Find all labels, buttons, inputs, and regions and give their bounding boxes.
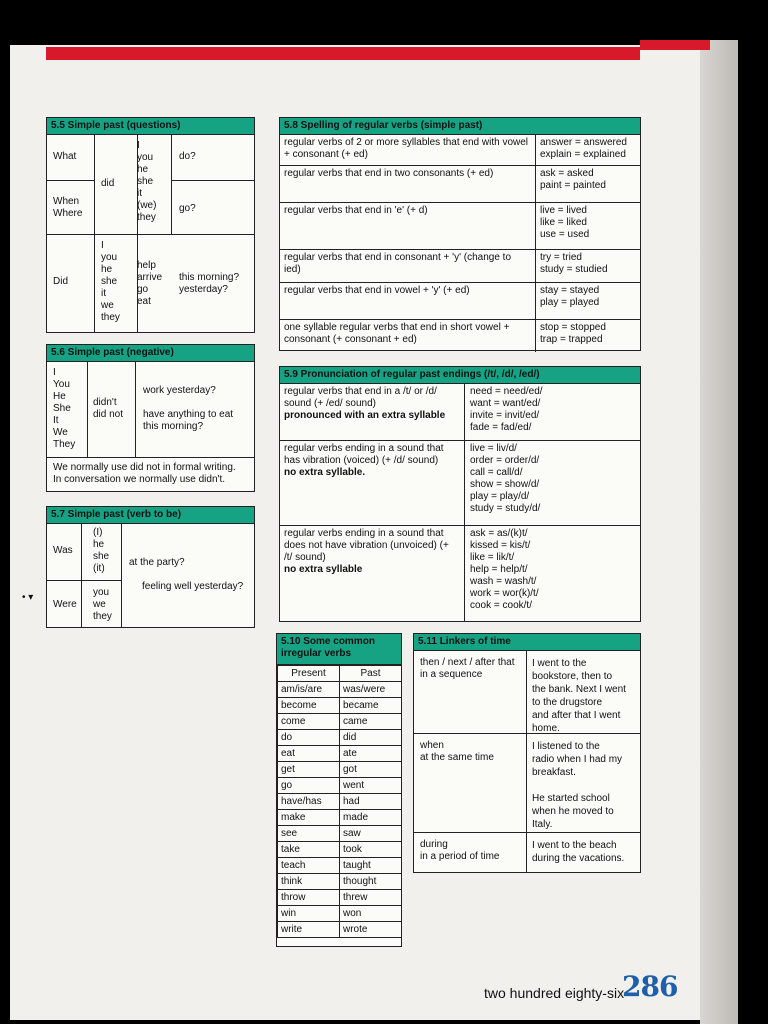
top-red-band-edge <box>640 40 710 50</box>
verb-row <box>278 714 402 730</box>
rule-example: ask = asked paint = painted <box>540 168 606 191</box>
section-title: 5.11 Linkers of time <box>414 634 640 651</box>
pronoun-list-2: I you he she it we they <box>101 240 120 323</box>
were-pronouns: you we they <box>93 587 112 622</box>
col-present-header: Present <box>278 666 340 682</box>
past-form: taught <box>340 858 402 874</box>
rule-example: answer = answered explain = explained <box>540 137 627 160</box>
section-title: 5.8 Spelling of regular verbs (simple past) <box>280 118 640 135</box>
rule-example: ask = as/(k)t/ kissed = kis/t/ like = lik/t/ help = help/t/ wash = wash/t/ work = wor(k)/t/ cook = cook/t/ <box>470 528 539 611</box>
vline <box>535 203 536 249</box>
section-title: 5.7 Simple past (verb to be) <box>47 507 254 524</box>
rule-emphasis: pronounced with an extra syllable <box>284 410 446 421</box>
linker-text: during in a period of time <box>420 839 500 862</box>
rule-emphasis: no extra syllable <box>284 564 363 575</box>
vline <box>464 441 465 525</box>
verb-row <box>278 730 402 746</box>
present-form: go <box>278 778 340 794</box>
verb-row <box>278 810 402 826</box>
past-form: threw <box>340 890 402 906</box>
past-form: thought <box>340 874 402 890</box>
vline <box>535 283 536 319</box>
spelling-rule-row <box>280 202 640 249</box>
was-label: Was <box>53 545 73 556</box>
rule-text: regular verbs that end in vowel + 'y' (+ ed) <box>284 285 470 296</box>
rule-text: regular verbs of 2 or more syllables that end with vowel + consonant (+ ed) <box>284 137 529 160</box>
pronoun-list: I you he she it (we) they <box>137 140 157 223</box>
present-form: see <box>278 826 340 842</box>
rule-emphasis: no extra syllable. <box>284 467 366 478</box>
vline <box>526 734 527 832</box>
go-question: go? <box>179 203 196 214</box>
past-form: went <box>340 778 402 794</box>
vline <box>526 651 527 733</box>
time-expressions: this morning? yesterday? <box>179 272 240 295</box>
rule-example: live = lived like = liked use = used <box>540 205 590 240</box>
rule-example: need = need/ed/ want = want/ed/ invite = invit/ed/ fade = fad/ed/ <box>470 386 543 433</box>
page-edge <box>700 40 738 1024</box>
rule-example: try = tried study = studied <box>540 252 608 275</box>
irregular-verbs-table <box>277 665 402 938</box>
verb-row <box>278 842 402 858</box>
section-title: 5.10 Some common irregular verbs <box>277 634 401 665</box>
rule-text: regular verbs that end in consonant + 'y' (change to ied) <box>284 252 512 275</box>
linker-example: I listened to the radio when I had my breakfast. He started school when he moved to Italy. <box>532 741 623 830</box>
present-form: think <box>278 874 340 890</box>
past-form: won <box>340 906 402 922</box>
present-form: make <box>278 810 340 826</box>
rule-text: regular verbs that end in two consonants (+ ed) <box>284 168 494 179</box>
rule-description: regular verbs ending in a sound that does not have vibration (unvoiced) (+ /t/ sound) <box>284 528 449 563</box>
present-form: come <box>278 714 340 730</box>
verb-row <box>278 746 402 762</box>
past-form: was/were <box>340 682 402 698</box>
top-red-band <box>46 47 640 60</box>
rule-text <box>284 528 458 576</box>
linker-row <box>414 832 640 873</box>
at-party: at the party? <box>129 557 185 568</box>
verb-row <box>278 826 402 842</box>
pronunciation-row <box>280 440 640 525</box>
vline <box>535 166 536 202</box>
option-work: work yesterday? <box>143 385 216 396</box>
vline <box>535 135 536 165</box>
linker-example: I went to the bookstore, then to the bank. Next I went to the drugstore and after that I went home. <box>532 658 626 734</box>
verb-row <box>278 762 402 778</box>
rule-text <box>284 386 458 422</box>
box-simple-past-to-be <box>46 506 255 628</box>
rule-example: stay = stayed play = played <box>540 285 600 308</box>
verb-row <box>278 794 402 810</box>
rule-text <box>284 443 458 479</box>
col-past-header: Past <box>340 666 402 682</box>
present-form: become <box>278 698 340 714</box>
usage-note: We normally use did not in formal writing. In conversation we normally use didn't. <box>53 462 236 485</box>
present-form: write <box>278 922 340 938</box>
past-form: wrote <box>340 922 402 938</box>
spelling-rule-row <box>280 282 640 319</box>
rule-example: stop = stopped trap = trapped <box>540 322 606 345</box>
section-title: 5.5 Simple past (questions) <box>47 118 254 135</box>
linker-row <box>414 733 640 832</box>
section-title: 5.6 Simple past (negative) <box>47 345 254 362</box>
verb-row <box>278 698 402 714</box>
past-form: got <box>340 762 402 778</box>
vline <box>464 526 465 622</box>
did-label-main: Did <box>53 276 69 287</box>
section-title: 5.9 Pronunciation of regular past endings (/t/, /d/, /ed/) <box>280 367 640 384</box>
verb-list: help arrive go eat <box>137 260 163 307</box>
rule-description: regular verbs that end in a /t/ or /d/ sound (+ /ed/ sound) <box>284 386 437 409</box>
past-form: became <box>340 698 402 714</box>
verb-row <box>278 890 402 906</box>
page-footer-text: two hundred eighty-six <box>484 985 625 1001</box>
spelling-rule-row <box>280 165 640 202</box>
verb-row <box>278 778 402 794</box>
vline <box>535 250 536 282</box>
past-form: saw <box>340 826 402 842</box>
linker-text: then / next / after that in a sequence <box>420 657 515 680</box>
box-simple-past-questions <box>46 117 255 333</box>
were-label: Were <box>53 599 77 610</box>
when-where-label: When Where <box>53 196 83 219</box>
present-form: am/is/are <box>278 682 340 698</box>
linker-row <box>414 651 640 733</box>
box-pronunciation-past-endings <box>279 366 641 622</box>
margin-mark: • ▾ <box>22 592 34 603</box>
pronoun-list: I You He She It We They <box>53 367 76 450</box>
feeling-well: feeling well yesterday? <box>142 581 244 592</box>
vline <box>535 320 536 352</box>
auxiliary: didn't did not <box>93 397 124 420</box>
present-form: eat <box>278 746 340 762</box>
vline <box>464 384 465 440</box>
past-form: made <box>340 810 402 826</box>
present-form: take <box>278 842 340 858</box>
past-form: came <box>340 714 402 730</box>
verb-row <box>278 874 402 890</box>
box-irregular-verbs <box>276 633 402 947</box>
was-pronouns: (I) he she (it) <box>93 527 110 574</box>
page-number: 286 <box>622 970 678 1003</box>
present-form: throw <box>278 890 340 906</box>
pronunciation-row <box>280 384 640 440</box>
what-label: What <box>53 151 77 162</box>
present-form: teach <box>278 858 340 874</box>
spelling-rule-row <box>280 135 640 165</box>
rule-example: live = liv/d/ order = order/d/ call = call/d/ show = show/d/ play = play/d/ study = study/d/ <box>470 443 541 514</box>
vline <box>526 833 527 873</box>
spelling-rule-row <box>280 249 640 282</box>
present-form: do <box>278 730 340 746</box>
linker-example: I went to the beach during the vacations. <box>532 840 625 864</box>
linker-text: when at the same time <box>420 740 494 763</box>
rule-text: regular verbs that end in 'e' (+ d) <box>284 205 428 216</box>
past-form: did <box>340 730 402 746</box>
present-form: get <box>278 762 340 778</box>
rule-description: regular verbs ending in a sound that has vibration (voiced) (+ /d/ sound) <box>284 443 444 466</box>
do-question: do? <box>179 151 196 162</box>
box-linkers-of-time <box>413 633 641 873</box>
verb-row <box>278 906 402 922</box>
pronunciation-row <box>280 525 640 622</box>
verb-row <box>278 922 402 938</box>
spelling-rule-row <box>280 319 640 352</box>
did-label: did <box>101 178 115 189</box>
rule-text: one syllable regular verbs that end in short vowel + consonant (+ consonant + ed) <box>284 322 510 345</box>
past-form: had <box>340 794 402 810</box>
box-simple-past-negative <box>46 344 255 492</box>
verb-row <box>278 682 402 698</box>
option-eat: have anything to eat this morning? <box>143 409 234 432</box>
present-form: win <box>278 906 340 922</box>
present-form: have/has <box>278 794 340 810</box>
past-form: took <box>340 842 402 858</box>
past-form: ate <box>340 746 402 762</box>
verb-row <box>278 858 402 874</box>
box-spelling-regular-verbs <box>279 117 641 351</box>
